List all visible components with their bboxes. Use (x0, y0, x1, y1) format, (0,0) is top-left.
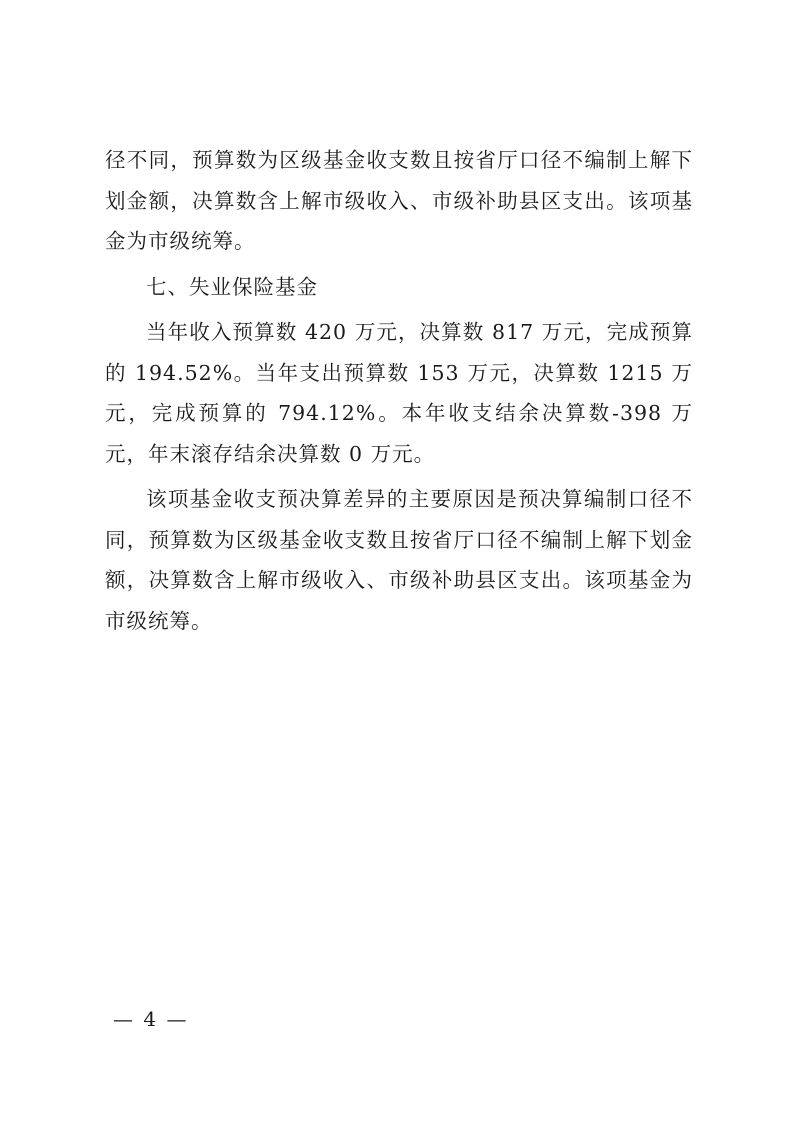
section-heading: 七、失业保险基金 (146, 274, 318, 299)
page-number: — 4 — (113, 1007, 189, 1031)
budget-paragraph: 当年收入预算数 420 万元，决算数 817 万元，完成预算的 194.52%。当年支出预算数 153 万元，决算数 1215 万元，完成预算的 794.12%。本年收支结余决算数-398 万元，年末滚存结余决算数 0 万元。 (105, 320, 693, 466)
continuation-paragraph: 径不同，预算数为区级基金收支数且按省厅口径不编制上解下划金额，决算数含上解市级收入、市级补助县区支出。该项基金为市级统筹。 (105, 148, 693, 253)
document-body (105, 140, 693, 641)
variance-explanation-paragraph: 该项基金收支预决算差异的主要原因是预决算编制口径不同，预算数为区级基金收支数且按省厅口径不编制上解下划金额，决算数含上解市级收入、市级补助县区支出。该项基金为市级统筹。 (105, 487, 693, 633)
